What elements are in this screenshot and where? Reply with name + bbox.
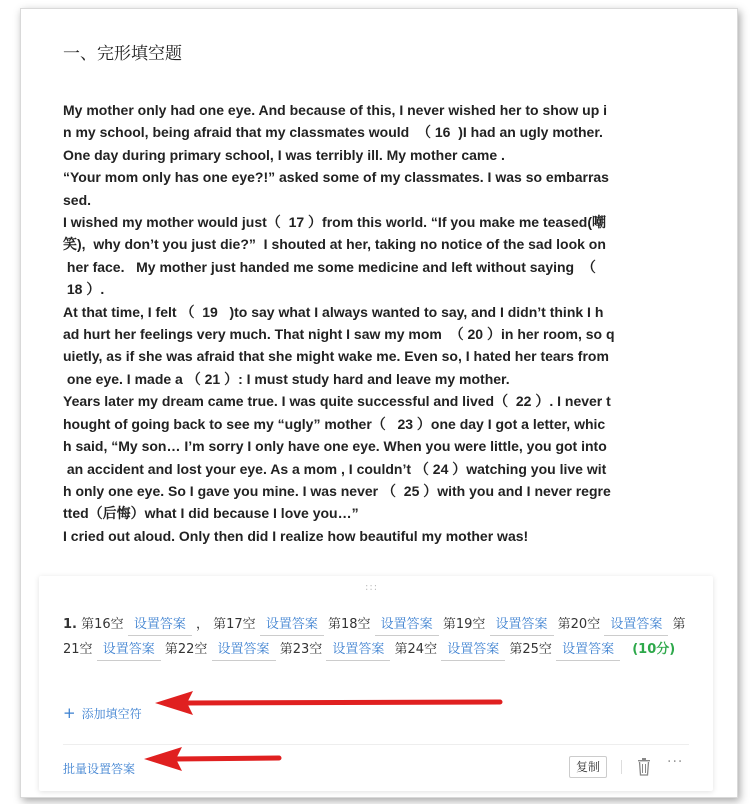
- blank-separator: ，: [195, 617, 209, 632]
- question-editor-page: [20, 8, 738, 798]
- passage-line: Years later my dream came true. I was quite successful and lived（ 22 ）. I never t: [63, 393, 611, 410]
- passage-line: n my school, being afraid that my classmates would （ 16 )I had an ugly mother.: [63, 124, 603, 141]
- blank-item-22: [165, 642, 276, 657]
- blank-label: 第19空: [442, 617, 486, 632]
- blank-item-17: [213, 617, 324, 632]
- question-number: 1.: [63, 617, 77, 632]
- annotation-arrow-batch-set: [144, 744, 284, 774]
- cloze-passage: [63, 99, 683, 547]
- blank-label: 第17空: [213, 617, 256, 632]
- more-icon[interactable]: ···: [667, 754, 684, 770]
- set-answer-link[interactable]: 设置答案: [97, 640, 161, 661]
- blank-item-20: [558, 617, 669, 632]
- blank-label: 第16空: [81, 617, 124, 632]
- blank-item-19: [443, 617, 554, 632]
- plus-icon: +: [63, 704, 76, 722]
- blank-item-24: [395, 642, 506, 657]
- trash-icon[interactable]: [637, 758, 651, 776]
- passage-line: her face. My mother just handed me some medicine and left without saying （: [63, 258, 596, 275]
- set-answer-link[interactable]: 设置答案: [326, 640, 390, 661]
- passage-line: 笑), why don’t you just die?” I shouted at her, taking no notice of the sad look on: [63, 236, 606, 253]
- set-answer-link[interactable]: 设置答案: [260, 615, 324, 636]
- set-answer-link[interactable]: 设置答案: [556, 640, 620, 661]
- add-blank-label: 添加填空符: [81, 707, 142, 721]
- passage-line: At that time, I felt （ 19 )to say what I always wanted to say, and I didn’t think I h: [63, 303, 604, 320]
- passage-line: one eye. I made a （ 21 ）: I must study hard and leave my mother.: [63, 370, 510, 387]
- set-answer-link[interactable]: 设置答案: [128, 615, 192, 636]
- blank-item-16: [81, 617, 192, 632]
- passage-line: I wished my mother would just（ 17 ）from this world. “If you make me teased(嘲: [63, 214, 606, 231]
- divider: [621, 760, 622, 774]
- set-answer-link[interactable]: 设置答案: [604, 615, 668, 636]
- blank-label: 第18空: [327, 617, 371, 632]
- passage-line: One day during primary school, I was terribly ill. My mother came .: [63, 146, 505, 163]
- passage-line: hought of going back to see my “ugly” mother（ 23 ）one day I got a letter, whic: [63, 415, 606, 432]
- add-blank-button[interactable]: [63, 704, 142, 722]
- blank-item-25: [509, 642, 620, 657]
- blank-item-23: [280, 642, 391, 657]
- batch-set-answer-button[interactable]: 批量设置答案: [63, 762, 136, 776]
- blank-label: 第21空: [63, 617, 686, 657]
- passage-line: uietly, as if she was afraid that she might wake me. Even so, I hated her tears from: [63, 348, 609, 365]
- blank-label: 第22空: [164, 642, 208, 657]
- passage-line: h only one eye. So I gave you mine. I was never （ 25 ）with you and I never regre: [63, 482, 611, 499]
- set-answer-link[interactable]: 设置答案: [375, 615, 439, 636]
- set-answer-link[interactable]: 设置答案: [441, 640, 505, 661]
- passage-line: an accident and lost your eye. As a mom , I couldn’t （ 24 ）watching you live wit: [63, 460, 607, 477]
- drag-handle-icon[interactable]: :::: [365, 582, 379, 593]
- passage-line: ad hurt her feelings very much. That night I saw my mom （ 20 ）in her room, so q: [63, 326, 615, 343]
- question-body: [63, 612, 688, 662]
- passage-line: h said, “My son… I’m sorry I only have one eye. When you were little, you got into: [63, 438, 607, 455]
- passage-line: tted（后悔）what I did because I love you…”: [63, 505, 359, 522]
- blank-label: 第20空: [557, 617, 601, 632]
- blank-label: 第24空: [394, 642, 438, 657]
- passage-line: My mother only had one eye. And because of this, I never wished her to show up i: [63, 102, 608, 118]
- blank-label: 第23空: [279, 642, 323, 657]
- passage-line: I cried out aloud. Only then did I realize how beautiful my mother was!: [63, 527, 529, 544]
- copy-button[interactable]: 复制: [569, 756, 607, 778]
- score-label: (10分): [632, 642, 676, 657]
- passage-line: 18 ）.: [63, 281, 105, 298]
- question-card[interactable]: [39, 576, 713, 791]
- set-answer-link[interactable]: 设置答案: [490, 615, 554, 636]
- passage-line: “Your mom only has one eye?!” asked some of my classmates. I was so embarras: [63, 169, 609, 186]
- set-answer-link[interactable]: 设置答案: [212, 640, 276, 661]
- annotation-arrow-add-blank: [155, 688, 505, 718]
- section-title: 一、完形填空题: [63, 44, 182, 64]
- passage-line: sed.: [63, 191, 92, 208]
- blank-label: 第25空: [509, 642, 552, 657]
- blank-item-18: [328, 617, 439, 632]
